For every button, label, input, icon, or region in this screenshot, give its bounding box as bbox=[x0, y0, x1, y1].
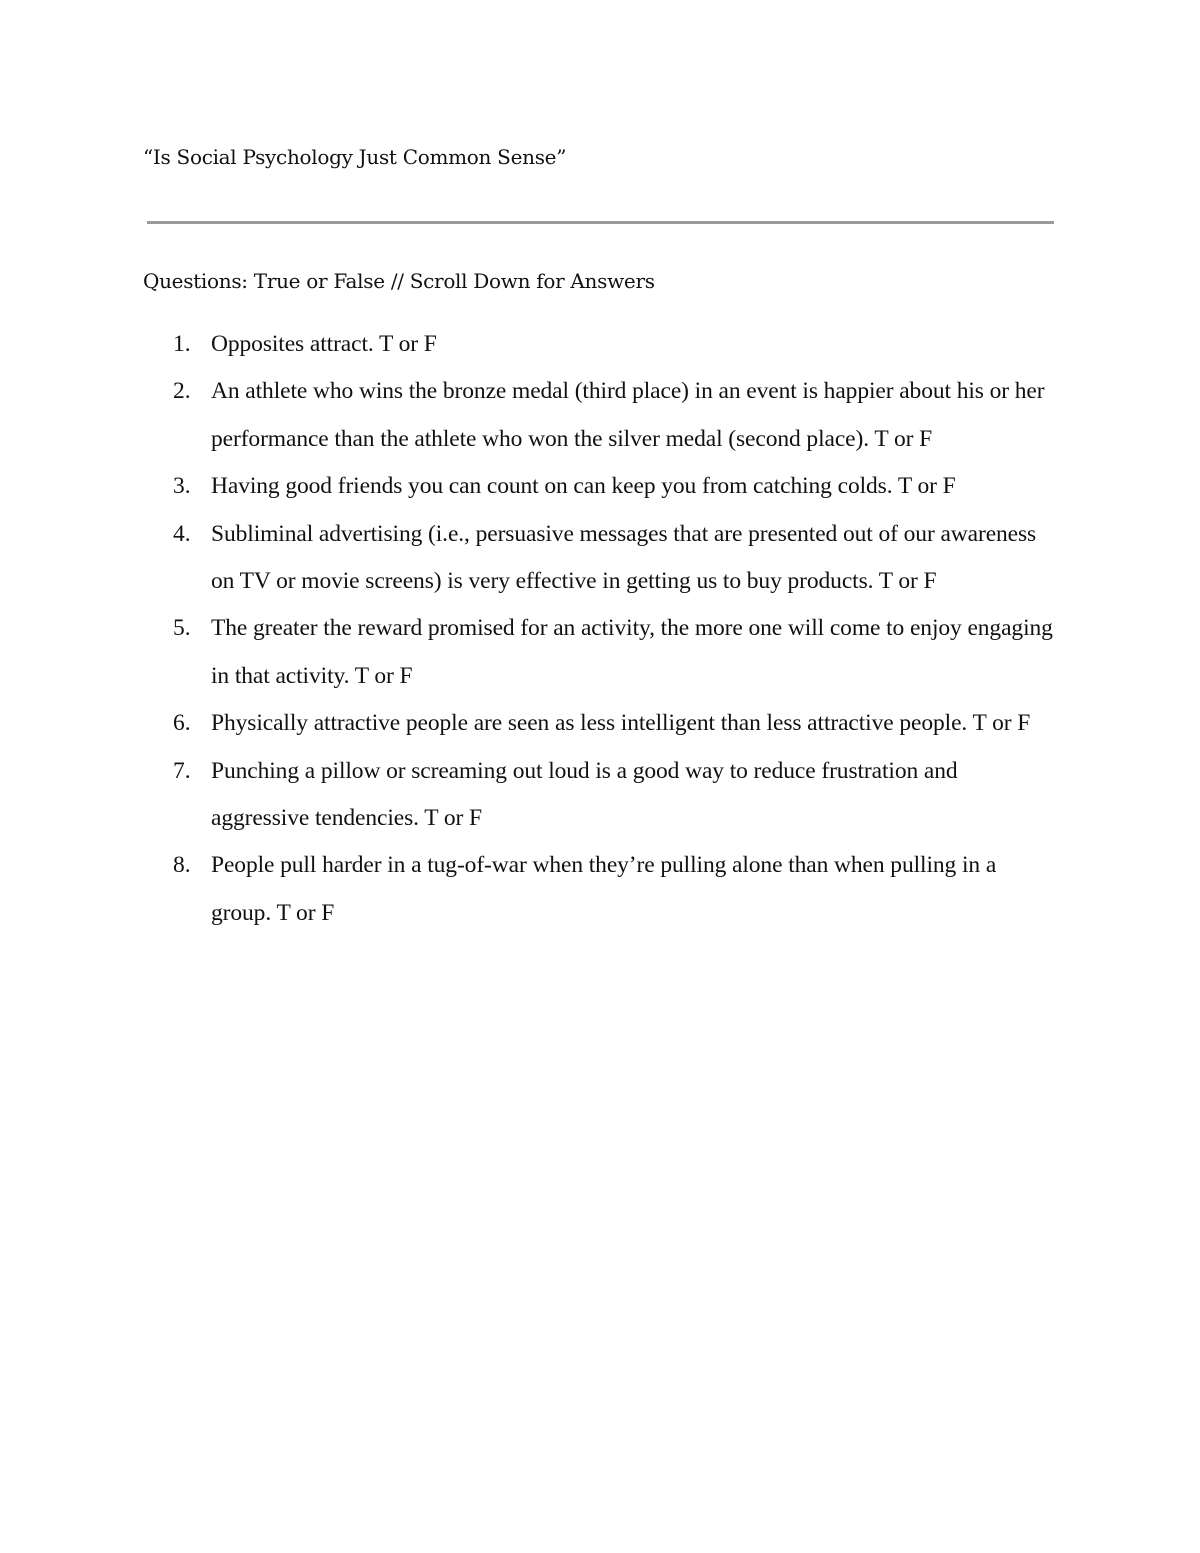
question-text: Subliminal advertising (i.e., persuasive messages that are presented out of our awareness on TV or movie screens) is very effective in getting us to buy products. T or F bbox=[211, 520, 1037, 595]
question-number: 6. bbox=[173, 710, 191, 737]
question-number: 5. bbox=[173, 615, 191, 642]
question-item-7 bbox=[0, 748, 1200, 843]
question-item-5 bbox=[0, 605, 1200, 700]
question-item-3 bbox=[0, 463, 1200, 510]
question-number: 2. bbox=[173, 378, 191, 405]
question-item-4 bbox=[0, 511, 1200, 606]
section-heading: Questions: True or False // Scroll Down for Answers bbox=[143, 269, 655, 293]
question-number: 7. bbox=[173, 757, 191, 784]
question-text: People pull harder in a tug-of-war when they’re pulling alone than when pulling in a group. T or F bbox=[211, 852, 997, 926]
document-title: “Is Social Psychology Just Common Sense” bbox=[143, 145, 567, 169]
question-number: 3. bbox=[173, 473, 191, 500]
question-item-6 bbox=[0, 700, 1200, 747]
horizontal-divider bbox=[147, 221, 1054, 224]
question-text: Physically attractive people are seen as less intelligent than less attractive people. T or F bbox=[211, 710, 1031, 737]
question-item-2 bbox=[0, 368, 1200, 463]
question-text: Opposites attract. T or F bbox=[211, 331, 437, 357]
question-text: An athlete who wins the bronze medal (third place) in an event is happier about his or her performance than the athlete who won the silver medal (second place). T or F bbox=[211, 378, 1045, 452]
question-number: 4. bbox=[173, 520, 191, 547]
question-text: Having good friends you can count on can keep you from catching colds. T or F bbox=[211, 473, 956, 500]
question-list bbox=[0, 321, 1200, 937]
question-text: The greater the reward promised for an activity, the more one will come to enjoy engaging in that activity. T or F bbox=[211, 615, 1053, 689]
question-number: 8. bbox=[173, 852, 191, 879]
question-item-1 bbox=[0, 321, 1200, 368]
question-number: 1. bbox=[173, 331, 191, 357]
question-item-8 bbox=[0, 842, 1200, 937]
question-text: Punching a pillow or screaming out loud is a good way to reduce frustration and aggressive tendencies. T or F bbox=[211, 757, 958, 832]
